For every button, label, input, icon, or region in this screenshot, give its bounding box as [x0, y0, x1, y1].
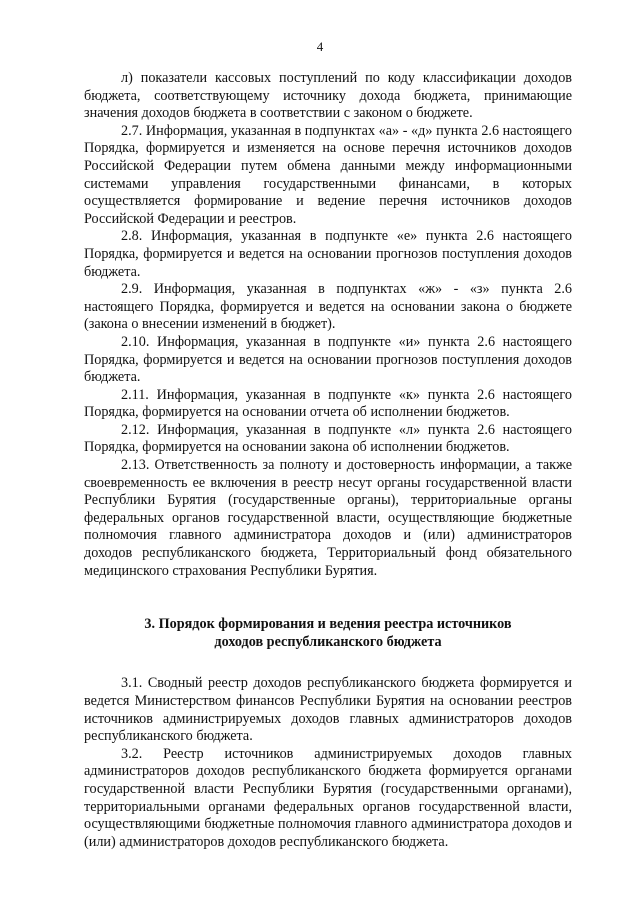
- paragraph-2-8: 2.8. Информация, указанная в подпункте «е» пункта 2.6 настоящего Порядка, формируется и ведется на основании прогнозов поступления доходов бюджета.: [84, 228, 572, 280]
- paragraph-2-13: 2.13. Ответственность за полноту и достоверность информации, а также своевременность ее включения в реестр несут органы государственной власти Республики Бурятия (государственные органы), территориальные органы федеральных органов государственной власти, осуществляющие бюджетные полномочия главного администратора доходов и (или) администраторов доходов республиканского бюджета, Территориальный фонд обязательного медицинского страхования Республики Бурятия.: [84, 457, 572, 579]
- paragraph-item-l: л) показатели кассовых поступлений по коду классификации доходов бюджета, соответствующему источнику дохода бюджета, принимающие значения доходов бюджета в соответствии с законом о бюджете.: [84, 70, 572, 122]
- section-3-heading: [84, 616, 572, 651]
- section-heading-line-1: 3. Порядок формирования и ведения реестра источников: [144, 616, 512, 633]
- paragraph-2-12: 2.12. Информация, указанная в подпункте «л» пункта 2.6 настоящего Порядка, формируется на основании закона об исполнении бюджетов.: [84, 421, 572, 456]
- section-heading-line-2: доходов республиканского бюджета: [214, 633, 442, 650]
- page-number: 4: [316, 39, 324, 54]
- paragraph-2-10: 2.10. Информация, указанная в подпункте «и» пункта 2.6 настоящего Порядка, формируется и ведется на основании прогнозов поступления доходов бюджета.: [84, 333, 572, 386]
- paragraph-3-1: 3.1. Сводный реестр доходов республиканского бюджета формируется и ведется Министерством финансов Республики Бурятия на основании реестров источников администрируемых доходов главных администраторов доходов республиканского бюджета.: [84, 675, 572, 745]
- paragraph-2-7: 2.7. Информация, указанная в подпунктах «а» - «д» пункта 2.6 настоящего Порядка, формируется и изменяется на основе перечня источников доходов Российской Федерации путем обмена данными между информационными системами управления государственными финансами, в которых осуществляется формирование и ведение перечня источников доходов Российской Федерации и реестров.: [84, 122, 572, 227]
- paragraph-2-9: 2.9. Информация, указанная в подпунктах «ж» - «з» пункта 2.6 настоящего Порядка, формируется и ведется на основании закона о бюджете (закона о внесении изменений в бюджет).: [84, 281, 572, 333]
- paragraph-3-2: 3.2. Реестр источников администрируемых доходов главных администраторов доходов республиканского бюджета формируется органами государственной власти Республики Бурятия (государственными органами), территориальными органами федеральных органов государственной власти, осуществляющими бюджетные полномочия главного администратора доходов и (или) администраторов доходов республиканского бюджета.: [84, 745, 572, 850]
- paragraph-2-11: 2.11. Информация, указанная в подпункте «к» пункта 2.6 настоящего Порядка, формируется на основании отчета об исполнении бюджетов.: [84, 386, 572, 421]
- document-body: [84, 70, 572, 851]
